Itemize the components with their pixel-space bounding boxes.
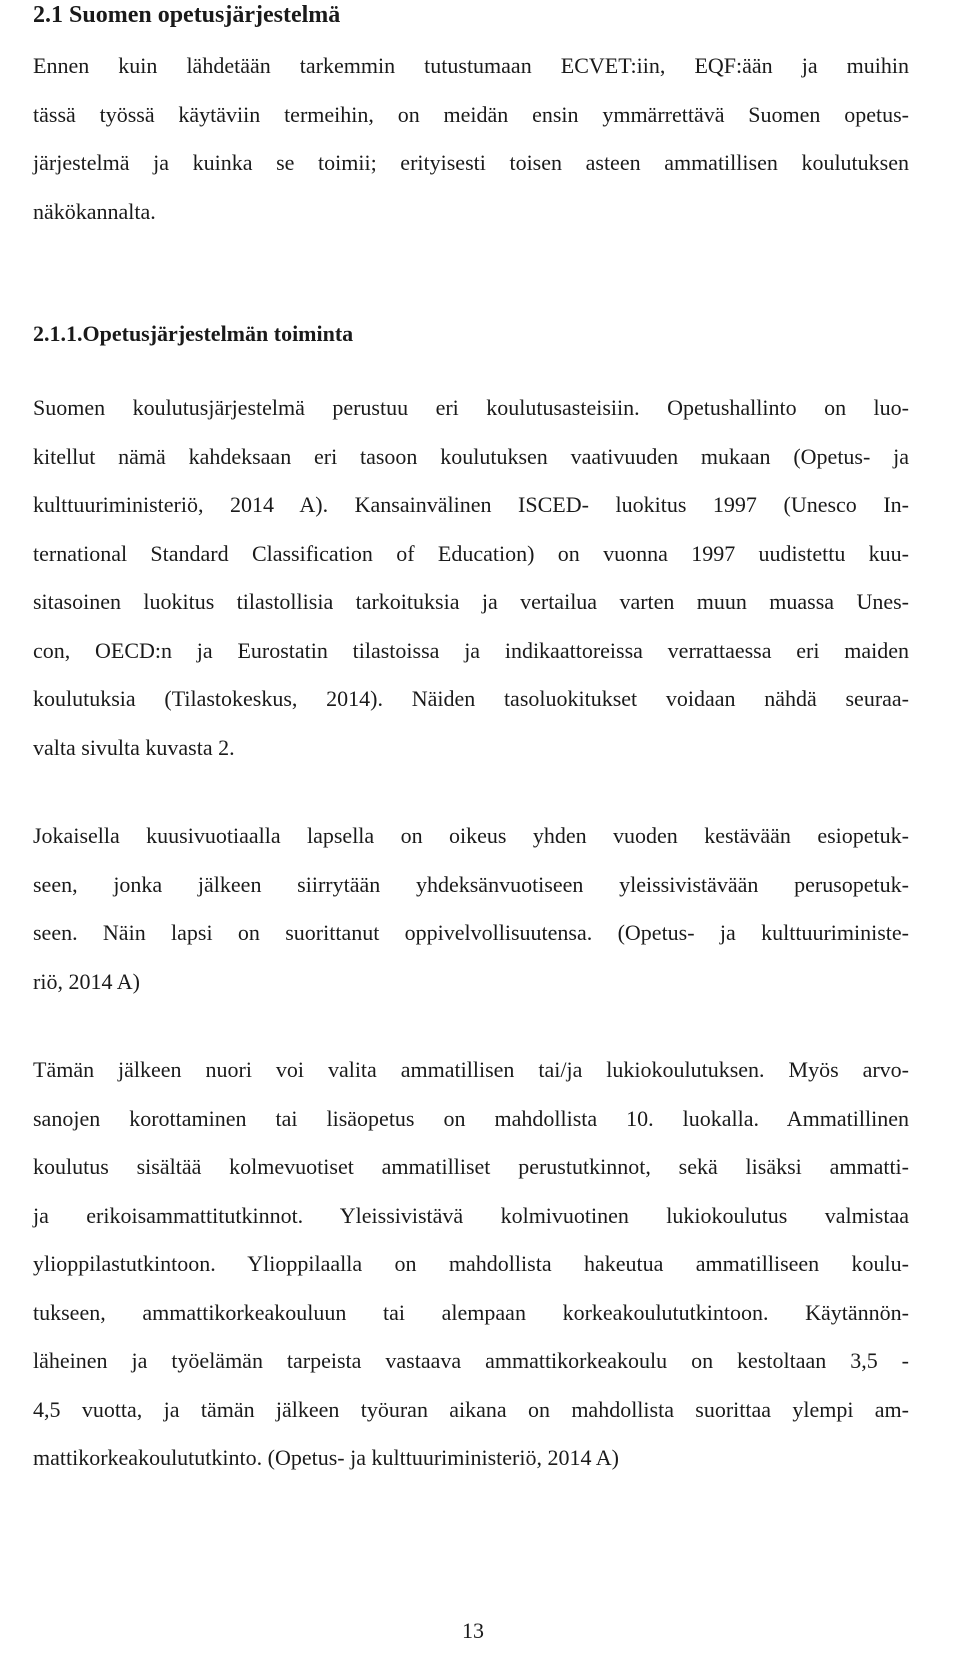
text-line: seen, jonka jälkeen siirrytään yhdeksänvuotiseen yleissivistävään perusopetuk- bbox=[33, 871, 909, 897]
text-line: näkökannalta. bbox=[33, 198, 156, 224]
intro-paragraph bbox=[33, 42, 909, 236]
text-line: läheinen ja työelämän tarpeista vastaava ammattikorkeakoulu on kestoltaan 3,5 - bbox=[33, 1348, 909, 1373]
paragraph-1 bbox=[33, 384, 909, 772]
text-line: tässä työssä käytäviin termeihin, on meidän ensin ymmärrettävä Suomen opetus- bbox=[33, 101, 909, 127]
text-line: ylioppilastutkintoon. Ylioppilaalla on mahdollista hakeutua ammatilliseen koulu- bbox=[33, 1251, 909, 1276]
text-line: Tämän jälkeen nuori voi valita ammatillisen tai/ja lukiokoulutuksen. Myös arvo- bbox=[33, 1057, 909, 1082]
text-line: riö, 2014 A) bbox=[33, 968, 140, 994]
text-line: koulutuksia (Tilastokeskus, 2014). Näiden tasoluokitukset voidaan nähdä seuraa- bbox=[33, 686, 909, 711]
text-line: tukseen, ammattikorkeakouluun tai alempaan korkeakoulututkintoon. Käytännön- bbox=[33, 1299, 909, 1325]
text-line: kulttuuriministeriö, 2014 A). Kansainvälinen ISCED- luokitus 1997 (Unesco In- bbox=[33, 492, 909, 517]
text-line: koulutus sisältää kolmevuotiset ammatilliset perustutkinnot, sekä lisäksi ammatti- bbox=[33, 1154, 909, 1179]
text-line: seen. Näin lapsi on suorittanut oppivelvollisuutensa. (Opetus- ja kulttuuriministe- bbox=[33, 920, 909, 945]
text-line: 4,5 vuotta, ja tämän jälkeen työuran aikana on mahdollista suorittaa ylempi am- bbox=[33, 1396, 909, 1422]
text-line: Jokaisella kuusivuotiaalla lapsella on oikeus yhden vuoden kestävään esiopetuk- bbox=[33, 823, 909, 848]
text-line: valta sivulta kuvasta 2. bbox=[33, 734, 235, 760]
text-line: ja erikoisammattitutkinnot. Yleissivistävä kolmivuotinen lukiokoulutus valmistaa bbox=[33, 1202, 909, 1228]
text-line: ternational Standard Classification of Education) on vuonna 1997 uudistettu kuu- bbox=[33, 540, 909, 566]
paragraph-3 bbox=[33, 1046, 909, 1483]
text-line: mattikorkeakoulututkinto. (Opetus- ja kulttuuriministeriö, 2014 A) bbox=[33, 1445, 619, 1470]
page-number: 13 bbox=[462, 1618, 484, 1643]
text-line: Suomen koulutusjärjestelmä perustuu eri koulutusasteisiin. Opetushallinto on luo- bbox=[33, 395, 909, 420]
text-line: sanojen korottaminen tai lisäopetus on mahdollista 10. luokalla. Ammatillinen bbox=[33, 1105, 909, 1131]
section-heading: 2.1 Suomen opetusjärjestelmä bbox=[33, 2, 341, 28]
paragraph-2 bbox=[33, 812, 909, 1006]
text-line: kitellut nämä kahdeksaan eri tasoon koulutuksen vaativuuden mukaan (Opetus- ja bbox=[33, 443, 909, 469]
subsection-heading: 2.1.1.Opetusjärjestelmän toiminta bbox=[33, 321, 354, 346]
text-line: Ennen kuin lähdetään tarkemmin tutustumaan ECVET:iin, EQF:ään ja muihin bbox=[33, 53, 909, 78]
text-line: con, OECD:n ja Eurostatin tilastoissa ja indikaattoreissa verrattaessa eri maiden bbox=[33, 637, 909, 663]
text-line: järjestelmä ja kuinka se toimii; erityisesti toisen asteen ammatillisen koulutuksen bbox=[33, 150, 909, 175]
text-line: sitasoinen luokitus tilastollisia tarkoituksia ja vertailua varten muun muassa Unes- bbox=[33, 589, 909, 614]
